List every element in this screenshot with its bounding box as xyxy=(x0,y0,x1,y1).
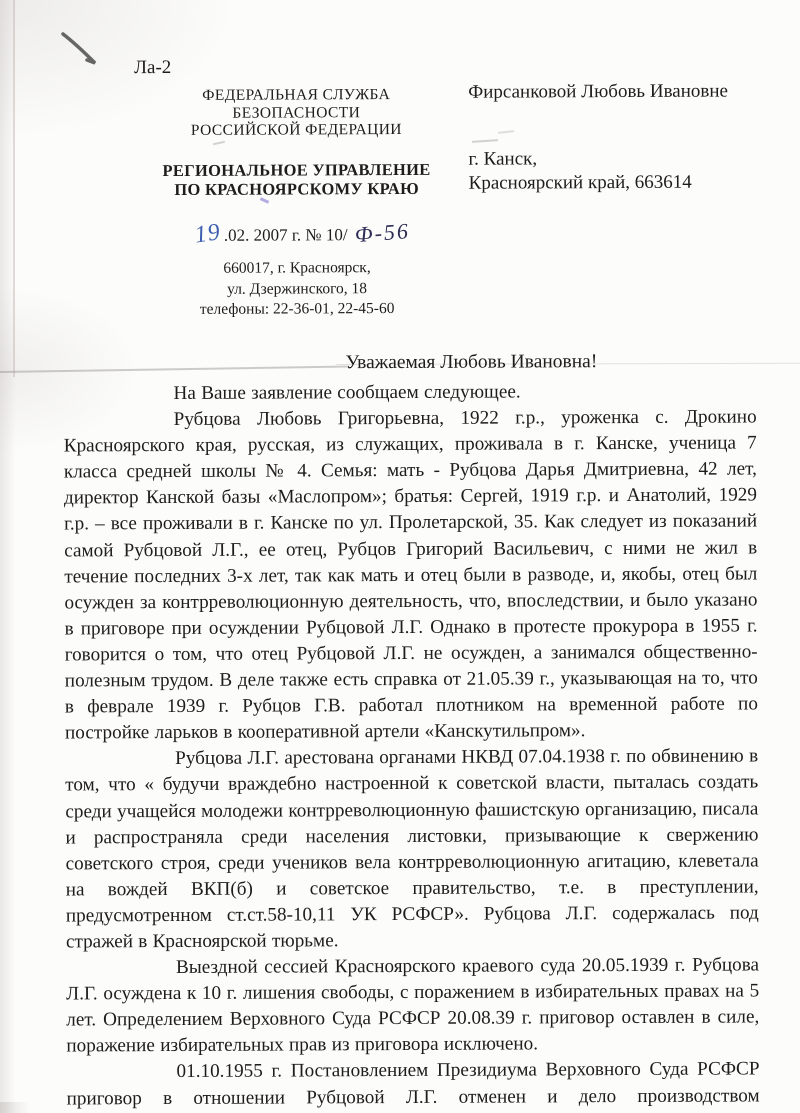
sender-address-line: 660017, г. Красноярск, xyxy=(223,259,371,277)
body-paragraph: 01.10.1955 г. Постановлением Президиума Верховного Суда РСФСР приговор в отношении Рубцовой Л.Г. отменен и дело производством xyxy=(66,1058,760,1109)
outgoing-date-number-line xyxy=(195,220,410,248)
handwritten-day: 19 xyxy=(193,219,223,249)
regional-department-name xyxy=(147,160,447,199)
department-line: ПО КРАСНОЯРСКОМУ КРАЮ xyxy=(174,178,419,199)
recipient-address-line: г. Канск, xyxy=(468,148,538,170)
sender-address-line: телефоны: 22-36-01, 22-45-60 xyxy=(199,300,395,318)
recipient-block xyxy=(468,81,728,195)
agency-line: РОССИЙСКОЙ ФЕДЕРАЦИИ xyxy=(190,120,402,139)
body-paragraph: На Ваше заявление сообщаем следующее. xyxy=(173,381,521,404)
body-paragraph: Рубцова Л.Г. арестована органами НКВД 07.04.1938 г. по обвинению в том, что « будучи враждебно настроенной к советской власти, пыталась создать среди учащейся молодежи контрреволюционную фашистскую организацию, писала и распространяла среди населения листовки, призывающие к свержению советского строя, среди учеников вела контрреволюционную агитацию, клеветала на вождей ВКП(б) и советское правительство, т.е. в преступлении, предусмотренном ст.ст.58-10,11 УК РСФСР». Рубцова Л.Г. содержалась под стражей в Красноярской тюрьме. xyxy=(65,745,759,953)
printed-date-part: .02. 2007 г. № 10/ xyxy=(223,225,348,245)
agency-line: ФЕДЕРАЛЬНАЯ СЛУЖБА xyxy=(202,86,391,104)
recipient-address-block xyxy=(468,147,728,195)
agency-line: БЕЗОПАСНОСТИ xyxy=(232,103,361,122)
department-line: РЕГИОНАЛЬНОЕ УПРАВЛЕНИЕ xyxy=(162,159,431,181)
sender-address-block xyxy=(147,258,447,321)
margin-code: Ла-2 xyxy=(134,56,172,79)
body-paragraph: Выездной сессией Красноярского краевого суда 20.05.1939 г. Рубцова Л.Г. осуждена к 10 г. лишения свободы, с поражением в избирательных правах на 5 лет. Определением Верховного Суда РСФСР 20.08.39 г. приговор оставлен в силе, поражение избирательных прав из приговора исключено. xyxy=(66,954,760,1057)
letter-body xyxy=(63,378,759,1112)
sender-address-line: ул. Дзержинского, 18 xyxy=(227,279,368,298)
issuing-agency-name xyxy=(146,86,446,140)
handwritten-outgoing-number: Ф-56 xyxy=(353,218,411,248)
recipient-name: Фирсанковой Любовь Ивановне xyxy=(468,80,728,103)
salutation: Уважаемая Любовь Ивановна! xyxy=(345,351,598,374)
recipient-address-line: Красноярский край, 663614 xyxy=(468,171,692,194)
body-paragraph: Рубцова Любовь Григорьевна, 1922 г.р., уроженка с. Дрокино Красноярского края, русская, из служащих, проживала в г. Канске, ученица 7 класса средней школы № 4. Семья: мать - Рубцова Дарья Дмитриевна, 42 лет, директор Канской базы «Маслопром»; братья: Сергей, 1919 г.р. и Анатолий, 1929 г.р. – все проживали в г. Канске по ул. Пролетарской, 35. Как следует из показаний самой Рубцовой Л.Г., ее отец, Рубцов Григорий Васильевич, с ними не жил в течение последних 3-х лет, так как мать и отец были в разводе, и, якобы, отец был осужден за контрреволюционную деятельность, что, впоследствии, и было указано в приговоре при осуждении Рубцовой Л.Г. Однако в протесте прокурора в 1955 г. говорится о том, что отец Рубцовой Л.Г. не осужден, а занимался общественно-полезным трудом. В деле также есть справка от 21.05.39 г., указывающая на то, что в феврале 1939 г. Рубцов Г.В. работал плотником на временной работе по постройке ларьков в кооперативной артели «Канскутильпром». xyxy=(63,406,758,744)
